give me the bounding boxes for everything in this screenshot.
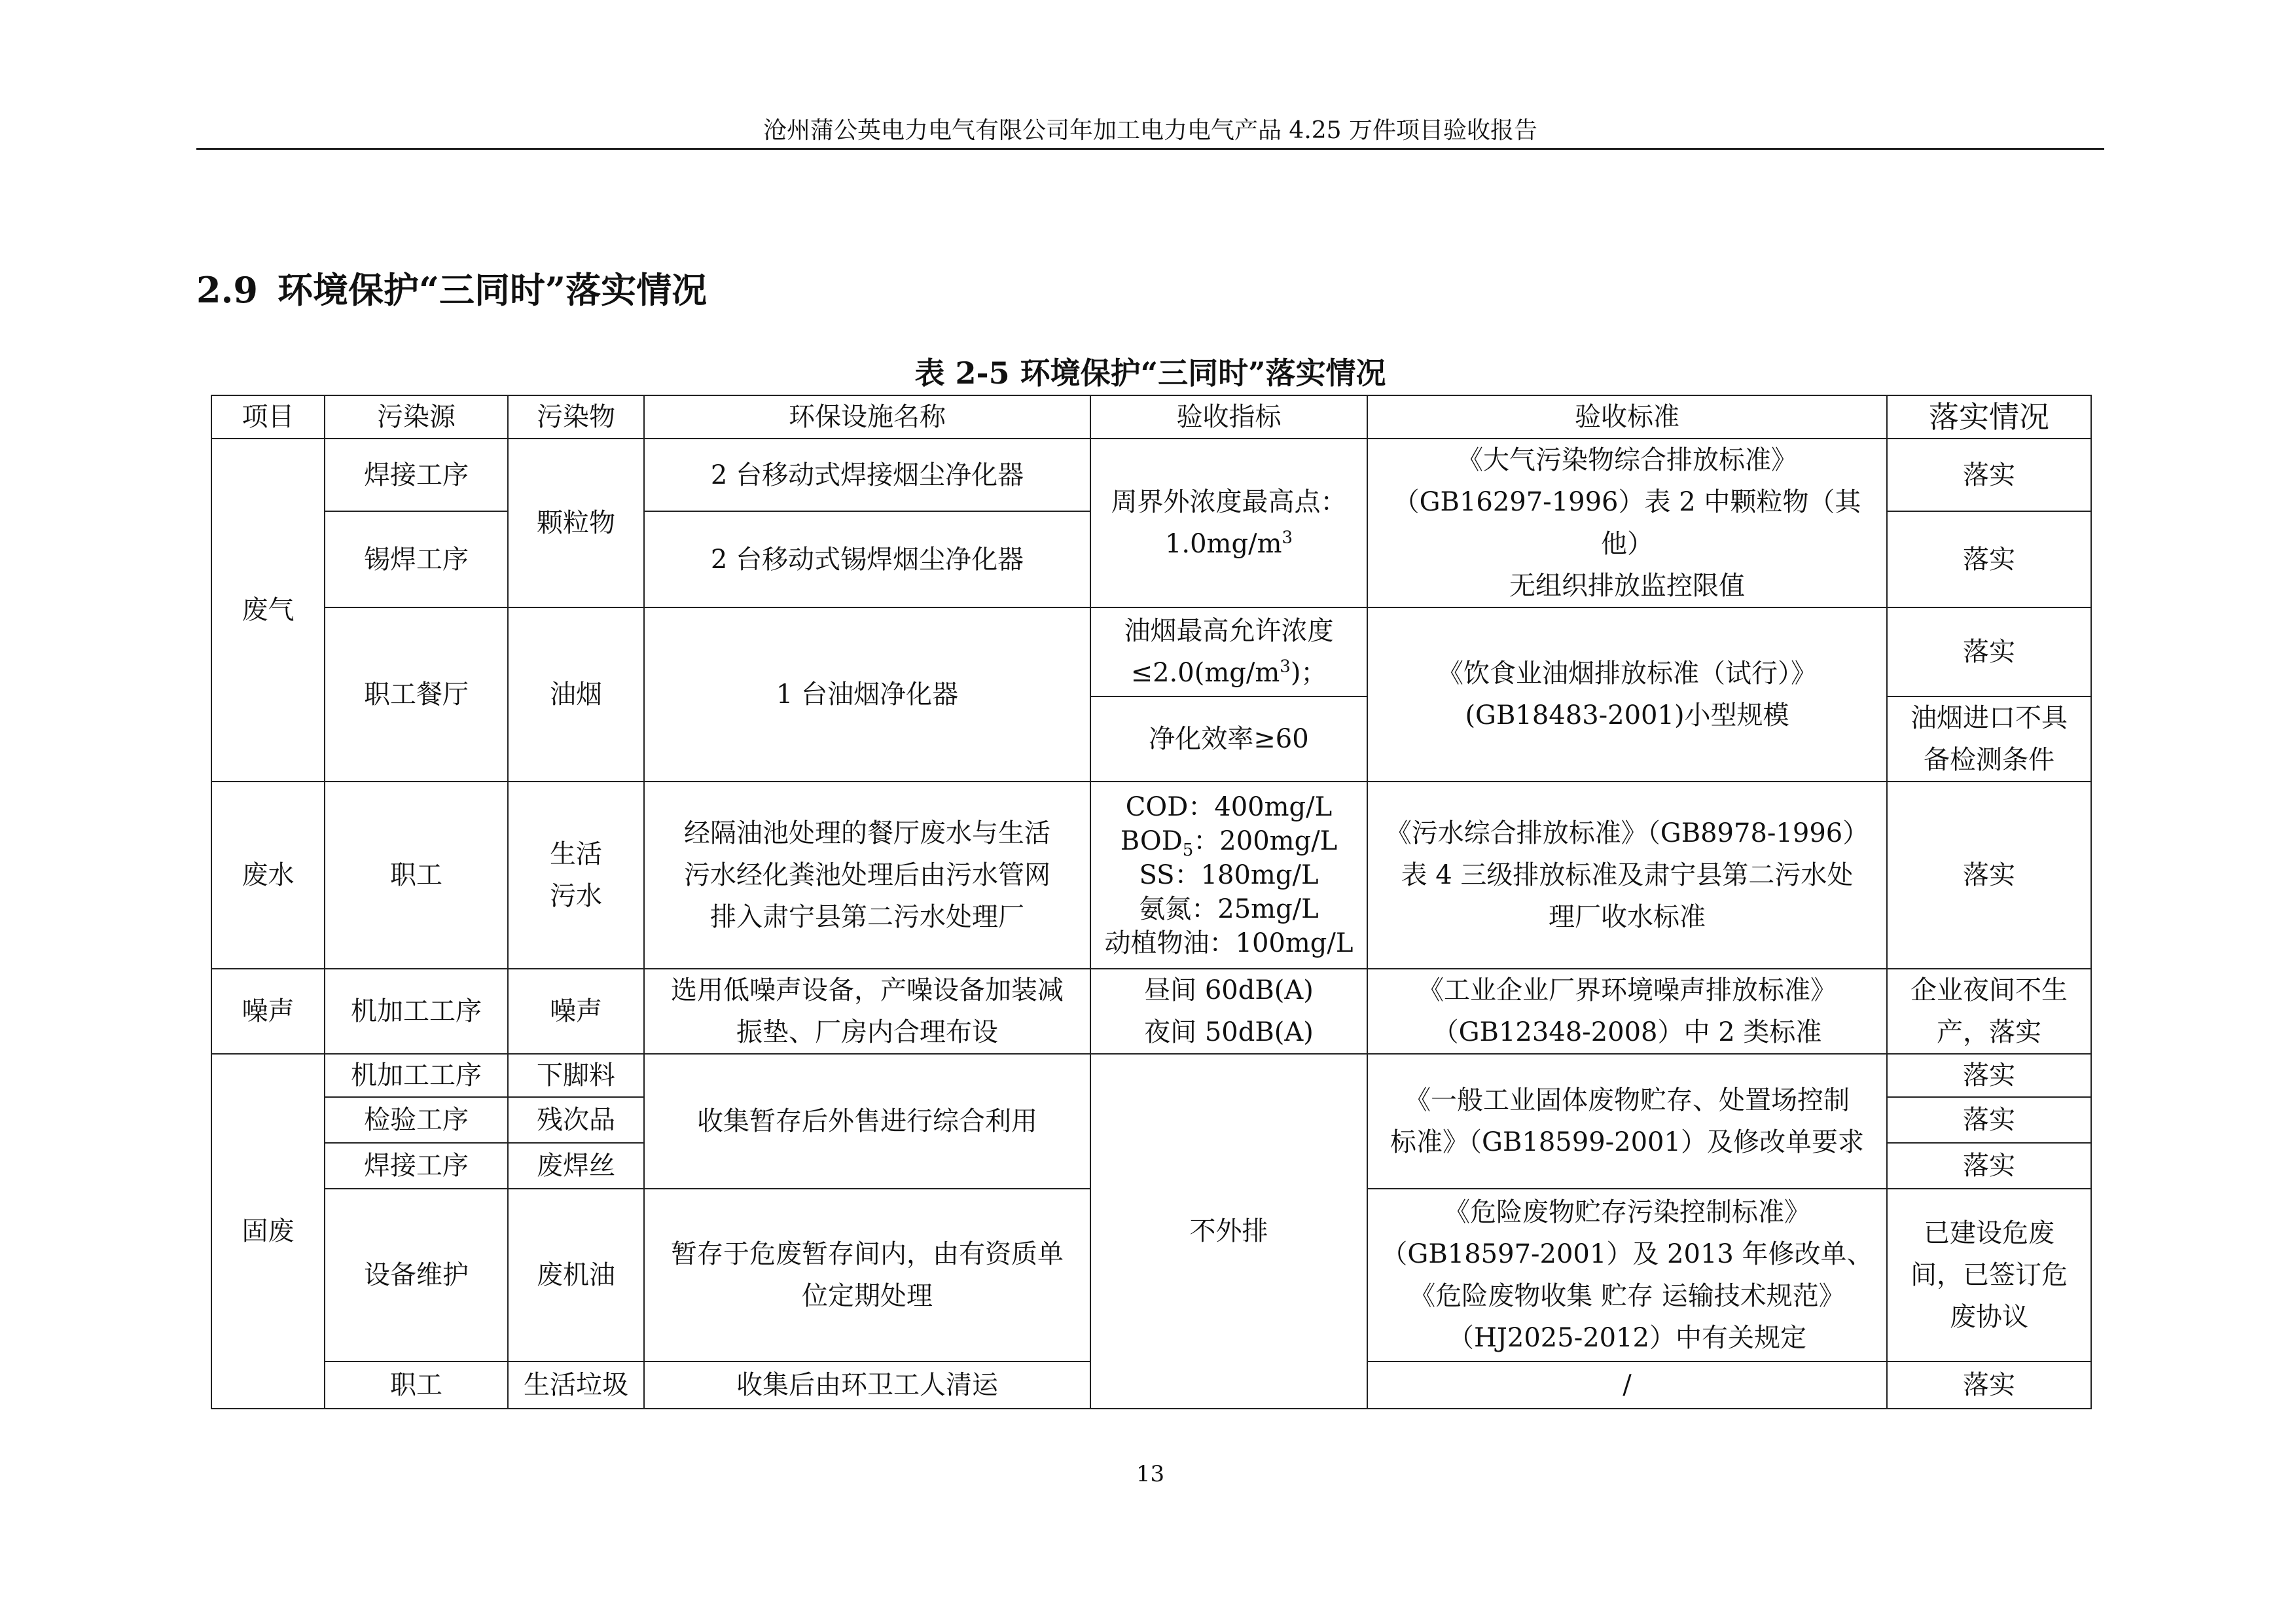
index-text: )； <box>1290 658 1327 688</box>
facility-cell <box>644 1189 1090 1362</box>
index-line <box>1100 652 1357 694</box>
status-cell: 落实 <box>1887 511 2091 607</box>
section-title: 环境保护“三同时”落实情况 <box>277 269 708 311</box>
index-line: 昼间 60dB(A) <box>1144 975 1314 1005</box>
facility-cell: 2 台移动式焊接烟尘净化器 <box>644 439 1090 511</box>
pollutant-cell: 生活垃圾 <box>508 1362 644 1409</box>
pollutant-cell: 噪声 <box>508 969 644 1054</box>
facility-line: 位定期处理 <box>802 1281 933 1311</box>
table-row <box>211 1054 2091 1097</box>
pollutant-cell: 下脚料 <box>508 1054 644 1097</box>
status-cell: 落实 <box>1887 1097 2091 1143</box>
table-row <box>211 969 2091 1054</box>
source-cell: 锡焊工序 <box>325 511 508 607</box>
source-cell: 职工 <box>325 782 508 969</box>
source-cell: 机加工工序 <box>325 1054 508 1097</box>
status-line: 废协议 <box>1950 1302 2028 1332</box>
source-cell: 设备维护 <box>325 1189 508 1362</box>
index-line: 油烟最高允许浓度 <box>1124 616 1334 646</box>
standard-line: 《一般工业固体废物贮存、处置场控制 <box>1405 1085 1850 1115</box>
index-superscript: 3 <box>1282 528 1293 548</box>
standard-line: 《危险废物贮存污染控制标准》 <box>1444 1197 1810 1227</box>
pollutant-cell: 残次品 <box>508 1097 644 1143</box>
index-cell <box>1090 607 1367 696</box>
category-cell: 废气 <box>211 439 325 782</box>
index-text: 1.0mg/m <box>1164 529 1282 559</box>
facility-line: 污水经化粪池处理后由污水管网 <box>684 860 1050 890</box>
index-line: 氨氮：25mg/L <box>1139 894 1319 924</box>
table-row <box>211 439 2091 511</box>
status-line: 备检测条件 <box>1924 745 2054 775</box>
pollutant-cell: 油烟 <box>508 607 644 782</box>
section-number: 2.9 <box>196 269 258 311</box>
page-number: 13 <box>1136 1461 1165 1487</box>
header-rule <box>196 148 2104 150</box>
index-line: 周界外浓度最高点： <box>1111 487 1347 517</box>
standard-line: 《饮食业油烟排放标准（试行）》 <box>1437 659 1817 689</box>
facility-cell: 2 台移动式锡焊烟尘净化器 <box>644 511 1090 607</box>
source-cell: 焊接工序 <box>325 439 508 511</box>
pollutant-line: 生活 <box>550 839 602 869</box>
category-cell: 噪声 <box>211 969 325 1054</box>
column-header: 项目 <box>211 395 325 439</box>
status-line: 企业夜间不生 <box>1910 975 2068 1005</box>
status-cell: 落实 <box>1887 1054 2091 1097</box>
status-line: 油烟进口不具 <box>1910 703 2068 733</box>
column-header: 验收标准 <box>1367 395 1887 439</box>
standard-line: （GB18597-2001）及 2013 年修改单、 <box>1381 1239 1873 1269</box>
index-cell <box>1090 969 1367 1054</box>
index-line: 夜间 50dB(A) <box>1144 1017 1314 1047</box>
status-cell: 落实 <box>1887 1362 2091 1409</box>
status-cell: 落实 <box>1887 439 2091 511</box>
standard-line: 《危险废物收集 贮存 运输技术规范》 <box>1409 1281 1845 1311</box>
standard-line: （GB12348-2008）中 2 类标准 <box>1432 1017 1822 1047</box>
category-cell: 废水 <box>211 782 325 969</box>
table-row <box>211 607 2091 696</box>
index-superscript: 3 <box>1280 657 1291 677</box>
standard-line: 《工业企业厂界环境噪声排放标准》 <box>1418 975 1837 1005</box>
index-cell: 不外排 <box>1090 1054 1367 1409</box>
facility-line: 选用低噪声设备，产噪设备加装减 <box>671 975 1064 1005</box>
status-line: 已建设危废 <box>1924 1218 2054 1248</box>
index-text: ：200mg/L <box>1193 826 1338 856</box>
category-cell: 固废 <box>211 1054 325 1409</box>
index-line <box>1100 824 1357 858</box>
column-header: 污染物 <box>508 395 644 439</box>
pollutant-cell: 废机油 <box>508 1189 644 1362</box>
page-header: 沧州蒲公英电力电气有限公司年加工电力电气产品 4.25 万件项目验收报告 <box>762 117 1538 144</box>
standard-cell <box>1367 1189 1887 1362</box>
standard-line: 理厂收水标准 <box>1549 902 1706 932</box>
source-cell: 焊接工序 <box>325 1143 508 1189</box>
standard-cell <box>1367 607 1887 782</box>
standard-line: 表 4 三级排放标准及肃宁县第二污水处 <box>1401 860 1854 890</box>
facility-cell: 收集暂存后外售进行综合利用 <box>644 1054 1090 1189</box>
pollutant-cell: 颗粒物 <box>508 439 644 607</box>
status-cell <box>1887 969 2091 1054</box>
pollutant-cell <box>508 782 644 969</box>
column-header: 环保设施名称 <box>644 395 1090 439</box>
index-cell <box>1090 782 1367 969</box>
status-cell: 落实 <box>1887 1143 2091 1189</box>
standard-line: 《污水综合排放标准》（GB8978-1996） <box>1385 818 1869 848</box>
index-line: SS：180mg/L <box>1139 860 1319 890</box>
column-header: 落实情况 <box>1887 395 2091 439</box>
status-line: 间，已签订危 <box>1910 1260 2068 1290</box>
source-cell: 职工餐厅 <box>325 607 508 782</box>
column-header: 验收指标 <box>1090 395 1367 439</box>
facility-cell: 收集后由环卫工人清运 <box>644 1362 1090 1409</box>
facility-cell <box>644 969 1090 1054</box>
standard-line: 《大气污染物综合排放标准》 <box>1457 445 1797 475</box>
standard-line: （HJ2025-2012）中有关规定 <box>1447 1323 1807 1353</box>
column-header: 污染源 <box>325 395 508 439</box>
standard-line: 无组织排放监控限值 <box>1509 571 1745 601</box>
index-text: ≤2.0(mg/m <box>1130 658 1280 688</box>
status-line: 产，落实 <box>1937 1017 2041 1047</box>
pollutant-line: 污水 <box>550 881 602 911</box>
index-cell: 净化效率≥60 <box>1090 696 1367 782</box>
source-cell: 机加工工序 <box>325 969 508 1054</box>
index-cell <box>1090 439 1367 607</box>
standard-cell <box>1367 782 1887 969</box>
standard-cell <box>1367 439 1887 607</box>
facility-cell <box>644 782 1090 969</box>
facility-line: 暂存于危废暂存间内，由有资质单 <box>671 1239 1064 1269</box>
status-cell <box>1887 1189 2091 1362</box>
status-cell: 落实 <box>1887 782 2091 969</box>
facility-cell: 1 台油烟净化器 <box>644 607 1090 782</box>
source-cell: 检验工序 <box>325 1097 508 1143</box>
index-line: COD：400mg/L <box>1125 792 1333 822</box>
standard-line: （GB16297-1996）表 2 中颗粒物（其他） <box>1393 487 1861 559</box>
environmental-protection-table <box>211 395 2092 1409</box>
standard-cell: / <box>1367 1362 1887 1409</box>
facility-line: 经隔油池处理的餐厅废水与生活 <box>684 818 1050 848</box>
standard-cell <box>1367 969 1887 1054</box>
table-row <box>211 782 2091 969</box>
pollutant-cell: 废焊丝 <box>508 1143 644 1189</box>
section-heading <box>196 267 707 313</box>
status-cell <box>1887 696 2091 782</box>
standard-cell <box>1367 1054 1887 1189</box>
source-cell: 职工 <box>325 1362 508 1409</box>
index-line <box>1100 523 1357 565</box>
standard-line: 标准》（GB18599-2001）及修改单要求 <box>1390 1127 1864 1157</box>
index-text: BOD <box>1120 826 1183 856</box>
status-cell: 落实 <box>1887 607 2091 696</box>
index-subscript: 5 <box>1182 840 1194 860</box>
table-header-row <box>211 395 2091 439</box>
facility-line: 排入肃宁县第二污水处理厂 <box>710 902 1024 932</box>
facility-line: 振垫、厂房内合理布设 <box>736 1017 998 1047</box>
standard-line: (GB18483-2001)小型规模 <box>1465 700 1789 731</box>
index-line: 动植物油：100mg/L <box>1104 928 1354 958</box>
table-caption: 表 2-5 环境保护“三同时”落实情况 <box>914 355 1386 391</box>
